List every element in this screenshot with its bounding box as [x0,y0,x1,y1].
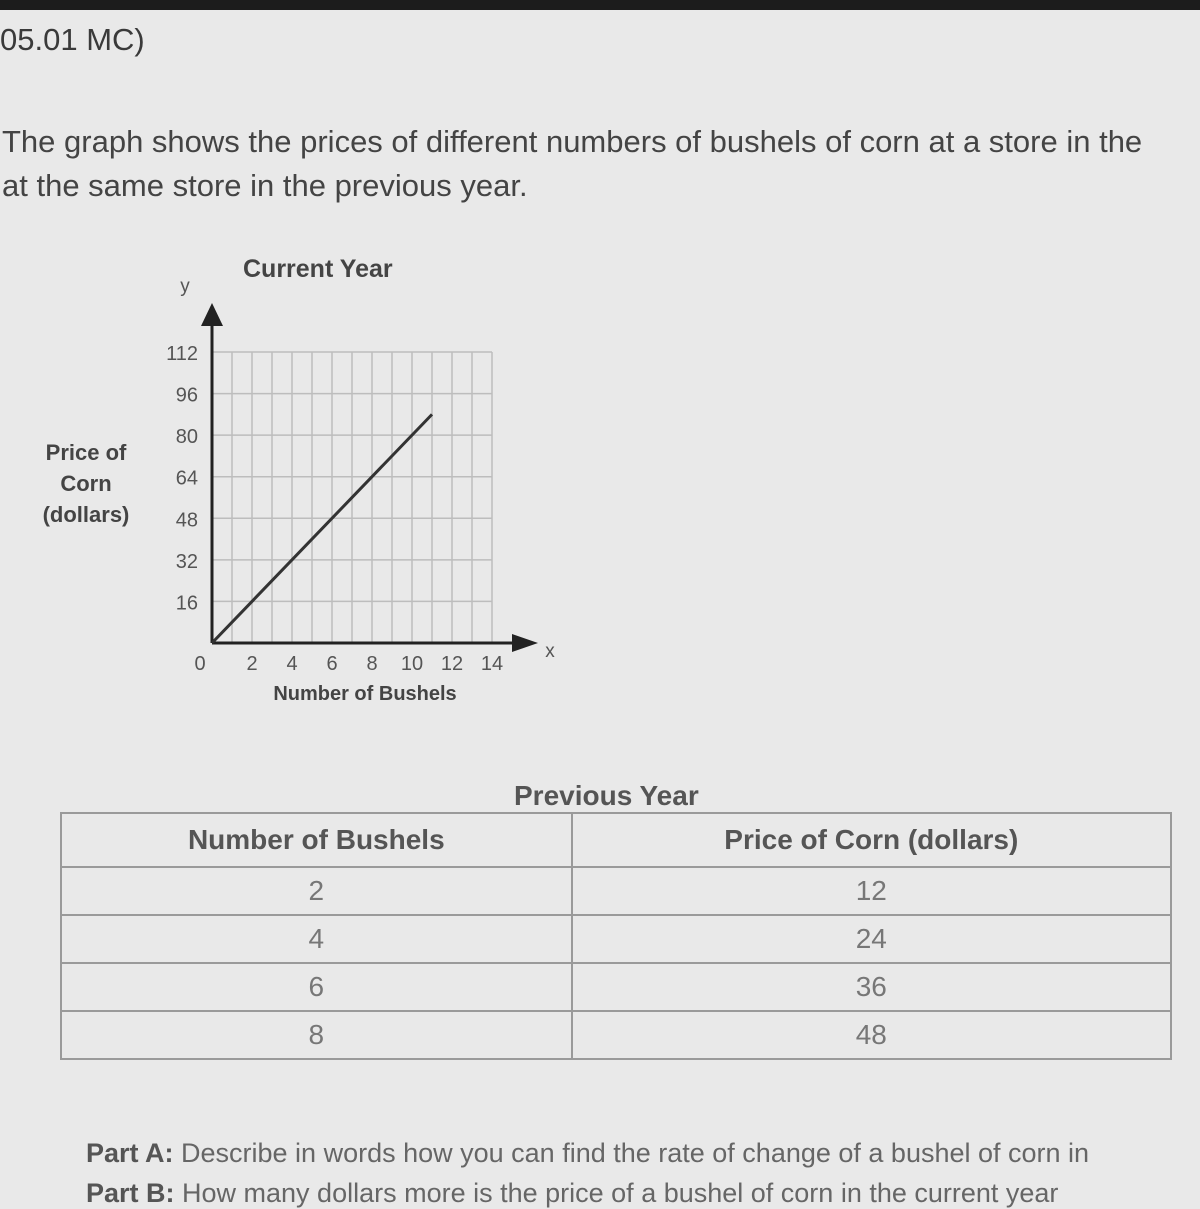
price-cell: 36 [572,963,1171,1011]
price-cell: 24 [572,915,1171,963]
part-a-question: Describe in words how you can find the rate of change of a bushel of corn in [173,1138,1090,1168]
x-tick-label: 8 [366,653,378,675]
part-b-text [86,1178,1058,1209]
x-axis-arrow [512,634,538,652]
part-b-question: How many dollars more is the price of a bushel of corn in the current year [174,1178,1059,1208]
question-id: 05.01 MC) [0,22,145,57]
price-cell: 12 [572,867,1171,915]
question-prompt-line-1: The graph shows the prices of different numbers of bushels of corn at a store in the [2,124,1143,159]
current-year-chart [0,0,600,720]
table-row [61,963,1171,1011]
bushels-cell: 4 [61,915,572,963]
y-axis-letter: y [180,276,190,297]
header-bushels: Number of Bushels [61,813,572,867]
table-title: Previous Year [514,780,699,811]
bushels-cell: 8 [61,1011,572,1059]
table-row [61,915,1171,963]
x-tick-label: 6 [326,653,338,675]
part-a-label: Part A: [86,1138,174,1168]
x-tick-label: 2 [246,653,258,675]
y-tick-label: 96 [175,384,198,407]
part-b-label: Part B: [86,1178,175,1208]
y-axis-arrow [201,303,223,326]
x-tick-label: 10 [400,653,424,675]
y-tick-label: 80 [175,426,198,449]
x-axis-label: Number of Bushels [273,683,457,705]
x-axis-letter: x [545,641,555,662]
table-row [61,1011,1171,1059]
y-axis-label-line: (dollars) [42,502,130,527]
x-tick-label: 4 [286,653,298,675]
bushels-cell: 2 [61,867,572,915]
x-tick-label: 14 [480,653,504,675]
x-tick-label: 0 [194,653,206,675]
previous-year-table [60,812,1172,1060]
series-line [212,414,432,643]
table-header-row [61,813,1171,867]
y-axis-label-line: Corn [60,471,112,496]
y-tick-label: 32 [175,550,198,573]
y-tick-label: 112 [166,343,198,365]
bushels-cell: 6 [61,963,572,1011]
table-row [61,867,1171,915]
y-tick-label: 16 [175,592,198,615]
chart-title: Current Year [243,255,393,283]
x-tick-label: 12 [440,653,464,675]
part-a-text [86,1138,1089,1169]
question-prompt-line-2: at the same store in the previous year. [2,168,528,203]
header-price: Price of Corn (dollars) [572,813,1171,867]
y-tick-label: 48 [175,509,198,532]
y-tick-label: 64 [175,467,198,490]
y-axis-label-line: Price of [45,440,127,465]
price-cell: 48 [572,1011,1171,1059]
